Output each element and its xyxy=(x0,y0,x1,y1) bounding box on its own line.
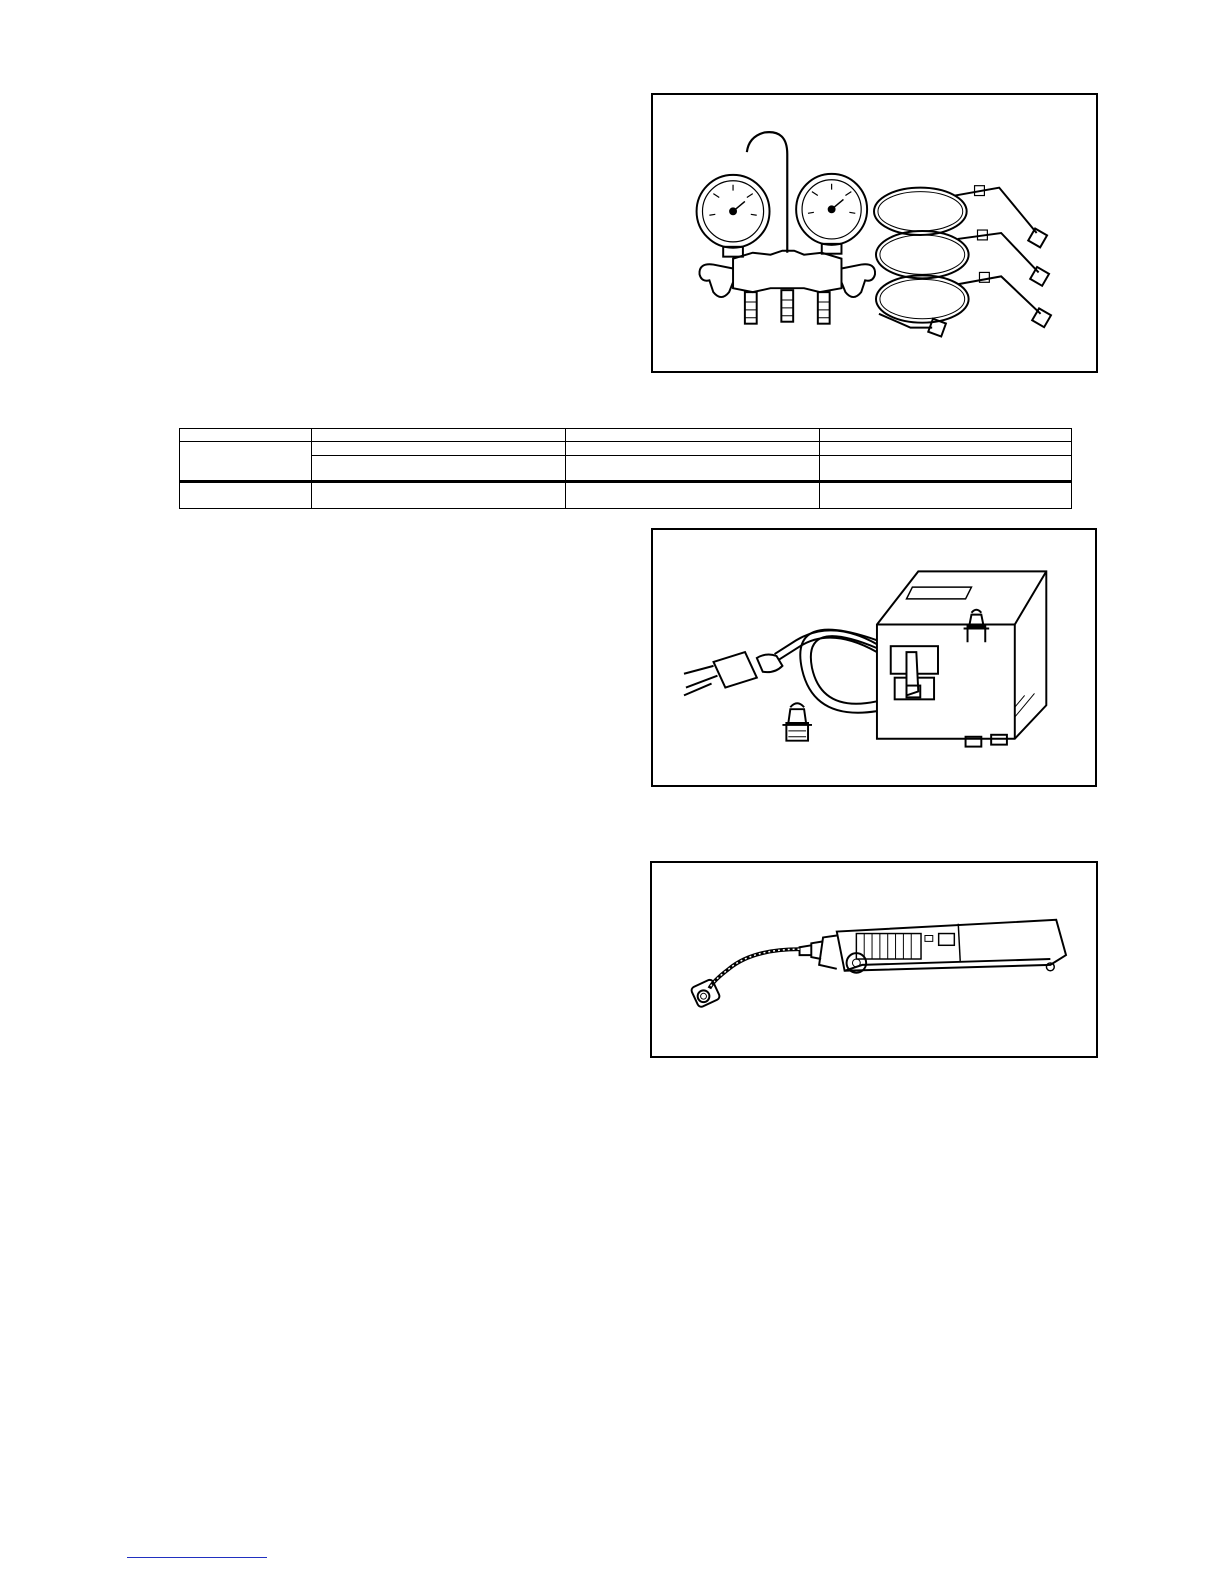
table-row xyxy=(180,442,1072,455)
table-row xyxy=(180,429,1072,442)
table-cell xyxy=(820,482,1072,509)
table-row xyxy=(180,482,1072,509)
table-cell xyxy=(180,442,312,482)
table-cell xyxy=(312,429,566,442)
electronic-leak-detector-icon xyxy=(652,863,1096,1056)
table-cell xyxy=(820,429,1072,442)
footer-link-rule xyxy=(127,1557,267,1558)
vacuum-pump-figure xyxy=(651,528,1097,787)
leak-detector-figure xyxy=(650,861,1098,1058)
table-cell xyxy=(312,482,566,509)
vacuum-pump-icon xyxy=(653,530,1095,785)
table-cell xyxy=(566,482,820,509)
table-cell xyxy=(312,455,566,482)
spec-table xyxy=(179,428,1072,509)
table-row xyxy=(180,455,1072,482)
table-cell xyxy=(566,442,820,455)
gauge-manifold-with-hoses-icon xyxy=(653,95,1096,371)
gauge-manifold-figure xyxy=(651,93,1098,373)
table-cell xyxy=(566,455,820,482)
table-cell xyxy=(180,482,312,509)
table-cell xyxy=(820,455,1072,482)
table-cell xyxy=(312,442,566,455)
table-cell xyxy=(566,429,820,442)
table-cell xyxy=(180,429,312,442)
table-cell xyxy=(820,442,1072,455)
